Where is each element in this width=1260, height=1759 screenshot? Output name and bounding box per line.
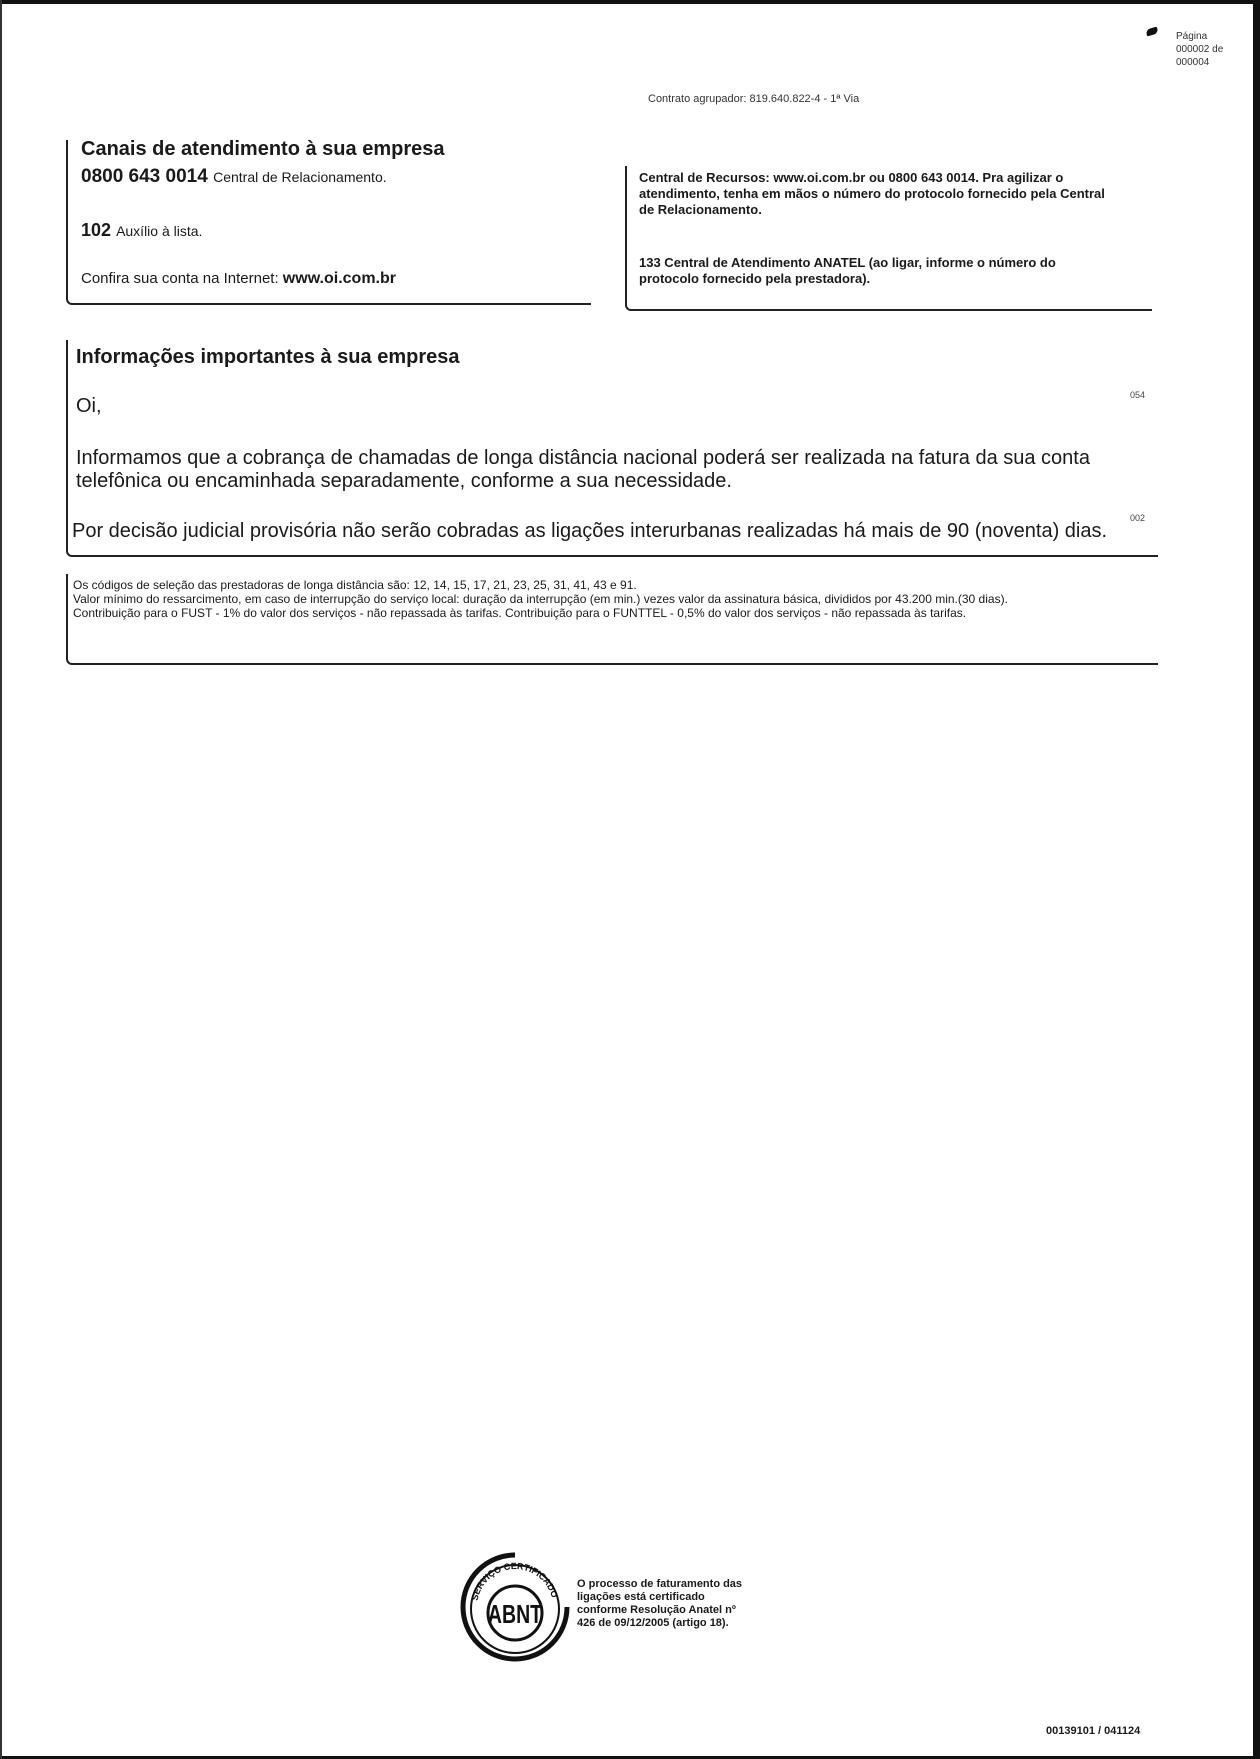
online-account-line — [81, 270, 396, 288]
directory-assistance-number: 102 — [81, 220, 112, 240]
regulatory-footnote — [73, 578, 1163, 620]
important-info-title: Informações importantes à sua empresa — [76, 346, 460, 368]
fust-funttel-note: Contribuição para o FUST - 1% do valor dos serviços - não repassada às tarifas. Contribuição para o FUNTTEL - 0,5% do valor dos serviços - não repassada às tarifas. — [73, 606, 967, 620]
document-code: 00139101 / 041124 — [1046, 1725, 1141, 1737]
long-distance-notice: Informamos que a cobrança de chamadas de longa distância nacional poderá ser realizada na fatura da sua conta telefônica ou encaminhada separadamente, conforme a sua necessidade. — [76, 447, 1090, 492]
judicial-decision-notice: Por decisão judicial provisória não serão cobradas as ligações interurbanas realizadas há mais de 90 (noventa) dias. — [72, 520, 1108, 542]
online-account-url: www.oi.com.br — [282, 270, 396, 287]
scan-border-left — [0, 0, 2, 1759]
relationship-center-line — [81, 166, 387, 188]
appeals-center-box — [625, 166, 1152, 311]
directory-assistance-line — [81, 220, 202, 241]
relationship-center-number: 0800 643 0014 — [81, 166, 208, 187]
ink-mark — [1145, 27, 1158, 37]
anatel-center-text: 133 Central de Atendimento ANATEL (ao ligar, informe o número do protocolo fornecido pela prestadora). — [639, 255, 1056, 286]
appeals-center-text: Central de Recursos: www.oi.com.br ou 0800 643 0014. Pra agilizar o atendimento, tenha em mãos o número do protocolo fornecido pela Central de Relacionamento. — [639, 170, 1105, 217]
reimbursement-note: Valor mínimo do ressarcimento, em caso de interrupção do serviço local: duração da interrupção (em min.) vezes valor da assinatura básica, divididos por 43.200 min.(30 dias). — [73, 592, 1008, 606]
directory-assistance-desc: Auxílio à lista. — [116, 223, 203, 239]
important-info-greeting: Oi, — [76, 395, 102, 417]
svg-text:SERVIÇO CERTIFICADO: SERVIÇO CERTIFICADO — [469, 1560, 560, 1602]
carrier-codes-note: Os códigos de seleção das prestadoras de longa distância são: 12, 14, 15, 17, 21, 23, 25, 31, 41, 43 e 91. — [73, 578, 637, 592]
abnt-certification-seal-icon — [455, 1547, 575, 1667]
message-code: 054 — [1130, 390, 1146, 400]
regulatory-footnote-box — [66, 574, 1158, 665]
online-account-label: Confira sua conta na Internet: — [81, 270, 279, 287]
svg-text:ABNT: ABNT — [487, 1599, 543, 1629]
relationship-center-desc: Central de Relacionamento. — [213, 169, 387, 185]
important-info-box — [66, 340, 1158, 557]
message-code: 002 — [1130, 513, 1146, 523]
scan-border-top — [0, 0, 1260, 4]
scan-border-right — [1253, 0, 1260, 1759]
page-indicator: Página 000002 de 000004 — [1176, 30, 1238, 69]
certification-caption: O processo de faturamento das ligações está certificado conforme Resolução Anatel nº 426 de 09/12/2005 (artigo 18). — [577, 1578, 743, 1629]
service-channels-title: Canais de atendimento à sua empresa — [81, 138, 445, 160]
contract-line: Contrato agrupador: 819.640.822-4 - 1ª Via — [648, 93, 860, 105]
service-channels-box — [66, 140, 591, 305]
